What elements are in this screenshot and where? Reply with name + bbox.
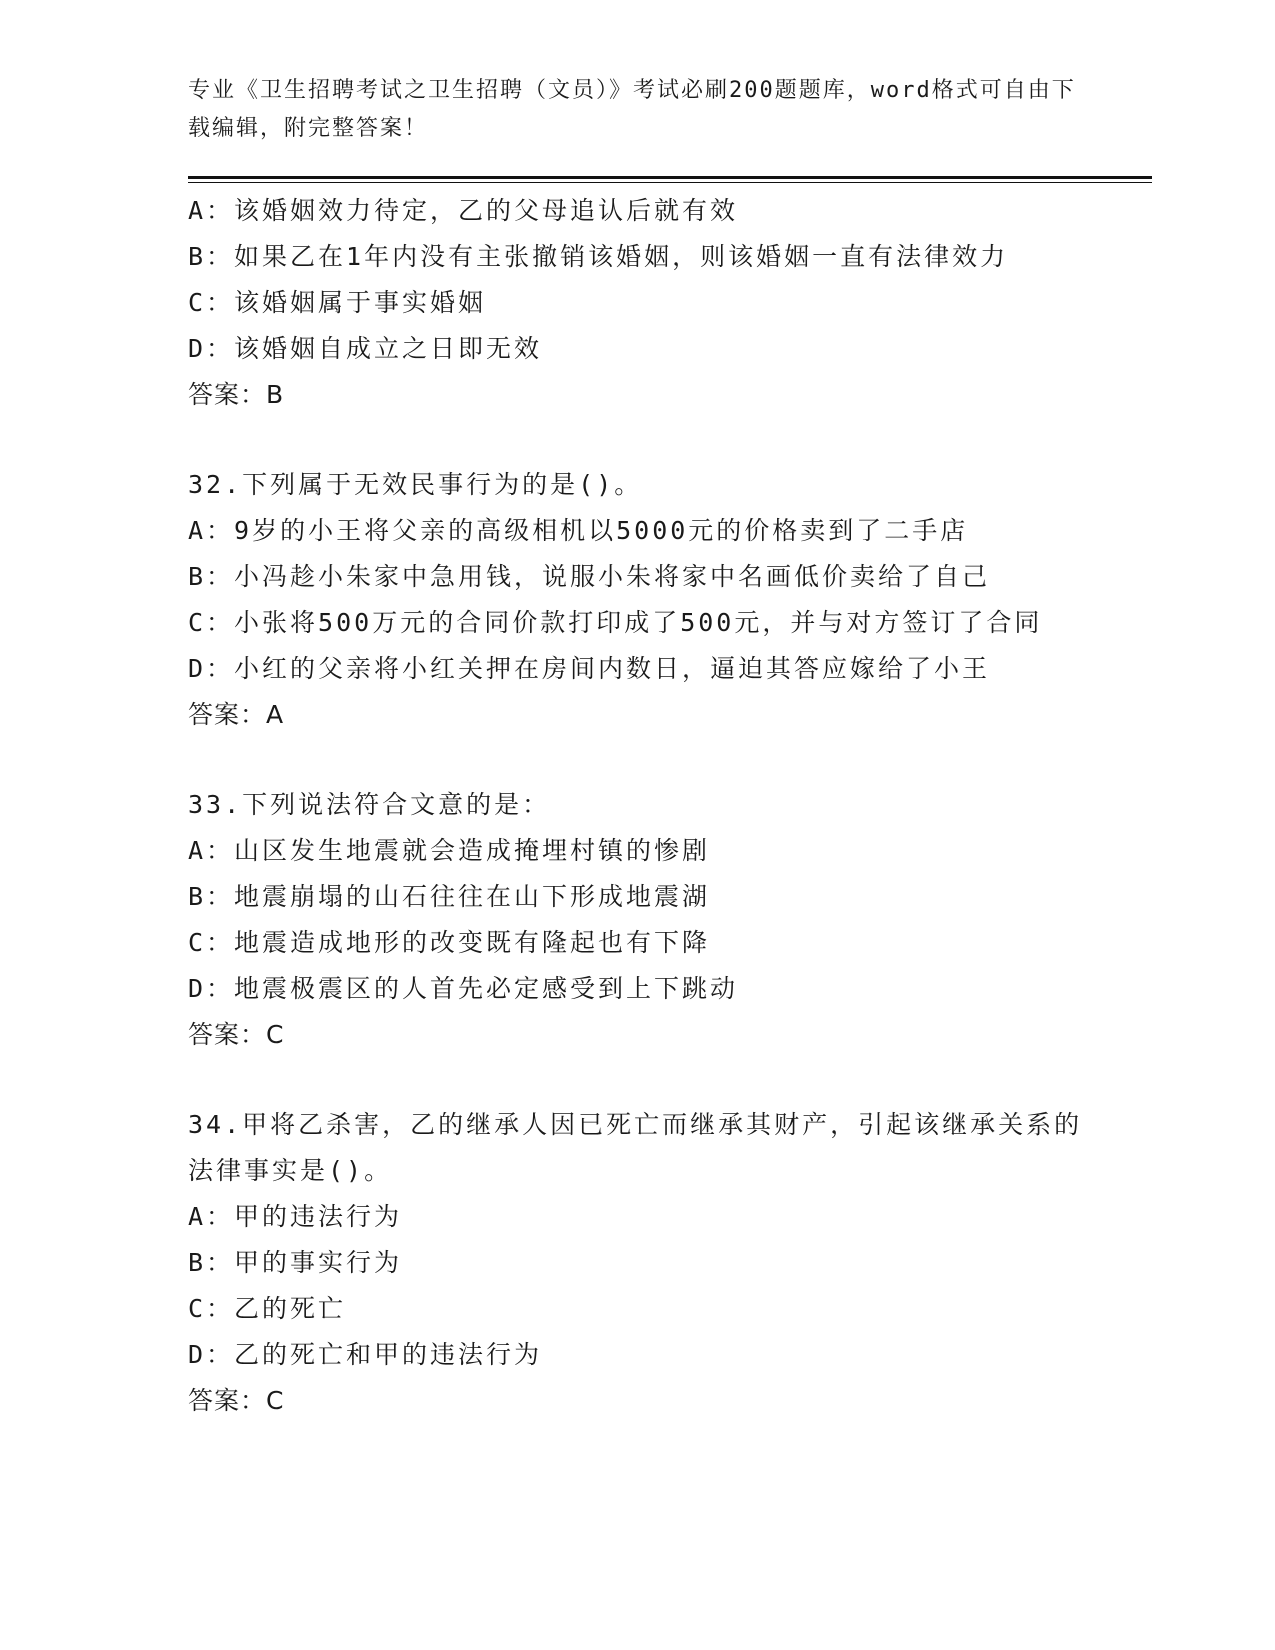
option-a: A：9岁的小王将父亲的高级相机以5000元的价格卖到了二手店: [188, 516, 969, 545]
answer-line: 答案：A: [188, 700, 285, 729]
question-33-block: [188, 782, 1152, 1058]
answer-line: 答案：C: [188, 1020, 285, 1049]
option-c: C：该婚姻属于事实婚姻: [188, 288, 487, 317]
option-c: C：小张将500万元的合同价款打印成了500元，并与对方签订了合同: [188, 608, 1043, 637]
option-b: B：甲的事实行为: [188, 1248, 403, 1277]
question-stem: 32.下列属于无效民事行为的是()。: [188, 470, 643, 499]
option-a: A：山区发生地震就会造成掩埋村镇的惨剧: [188, 836, 711, 865]
header-divider-thin: [188, 182, 1152, 183]
option-b: B：如果乙在1年内没有主张撤销该婚姻，则该婚姻一直有法律效力: [188, 242, 1009, 271]
spacer: [188, 738, 1152, 782]
spacer: [188, 418, 1152, 462]
option-a: A：该婚姻效力待定，乙的父母追认后就有效: [188, 196, 739, 225]
option-b: B：小冯趁小朱家中急用钱，说服小朱将家中名画低价卖给了自己: [188, 562, 991, 591]
option-d: D：该婚姻自成立之日即无效: [188, 334, 543, 363]
answer-line: 答案：B: [188, 380, 285, 409]
spacer: [188, 1058, 1152, 1102]
option-b: B：地震崩塌的山石往往在山下形成地震湖: [188, 882, 711, 911]
option-c: C：地震造成地形的改变既有隆起也有下降: [188, 928, 711, 957]
question-stem: 34.甲将乙杀害，乙的继承人因已死亡而继承其财产，引起该继承关系的法律事实是()。: [188, 1110, 1083, 1185]
answer-line: 答案：C: [188, 1386, 285, 1415]
question-stem: 33.下列说法符合文意的是：: [188, 790, 551, 819]
question-content: [188, 188, 1152, 1424]
option-d: D：乙的死亡和甲的违法行为: [188, 1340, 543, 1369]
option-a: A：甲的违法行为: [188, 1202, 403, 1231]
question-34-block: [188, 1102, 1152, 1424]
header-divider-thick: [188, 176, 1152, 179]
option-d: D：小红的父亲将小红关押在房间内数日，逼迫其答应嫁给了小王: [188, 654, 991, 683]
question-32-block: [188, 462, 1152, 738]
previous-question-block: [188, 188, 1152, 418]
document-intro: 专业《卫生招聘考试之卫生招聘（文员）》考试必刷200题题库，word格式可自由下载编辑，附完整答案！: [188, 78, 1076, 141]
option-c: C：乙的死亡: [188, 1294, 347, 1323]
option-d: D：地震极震区的人首先必定感受到上下跳动: [188, 974, 739, 1003]
